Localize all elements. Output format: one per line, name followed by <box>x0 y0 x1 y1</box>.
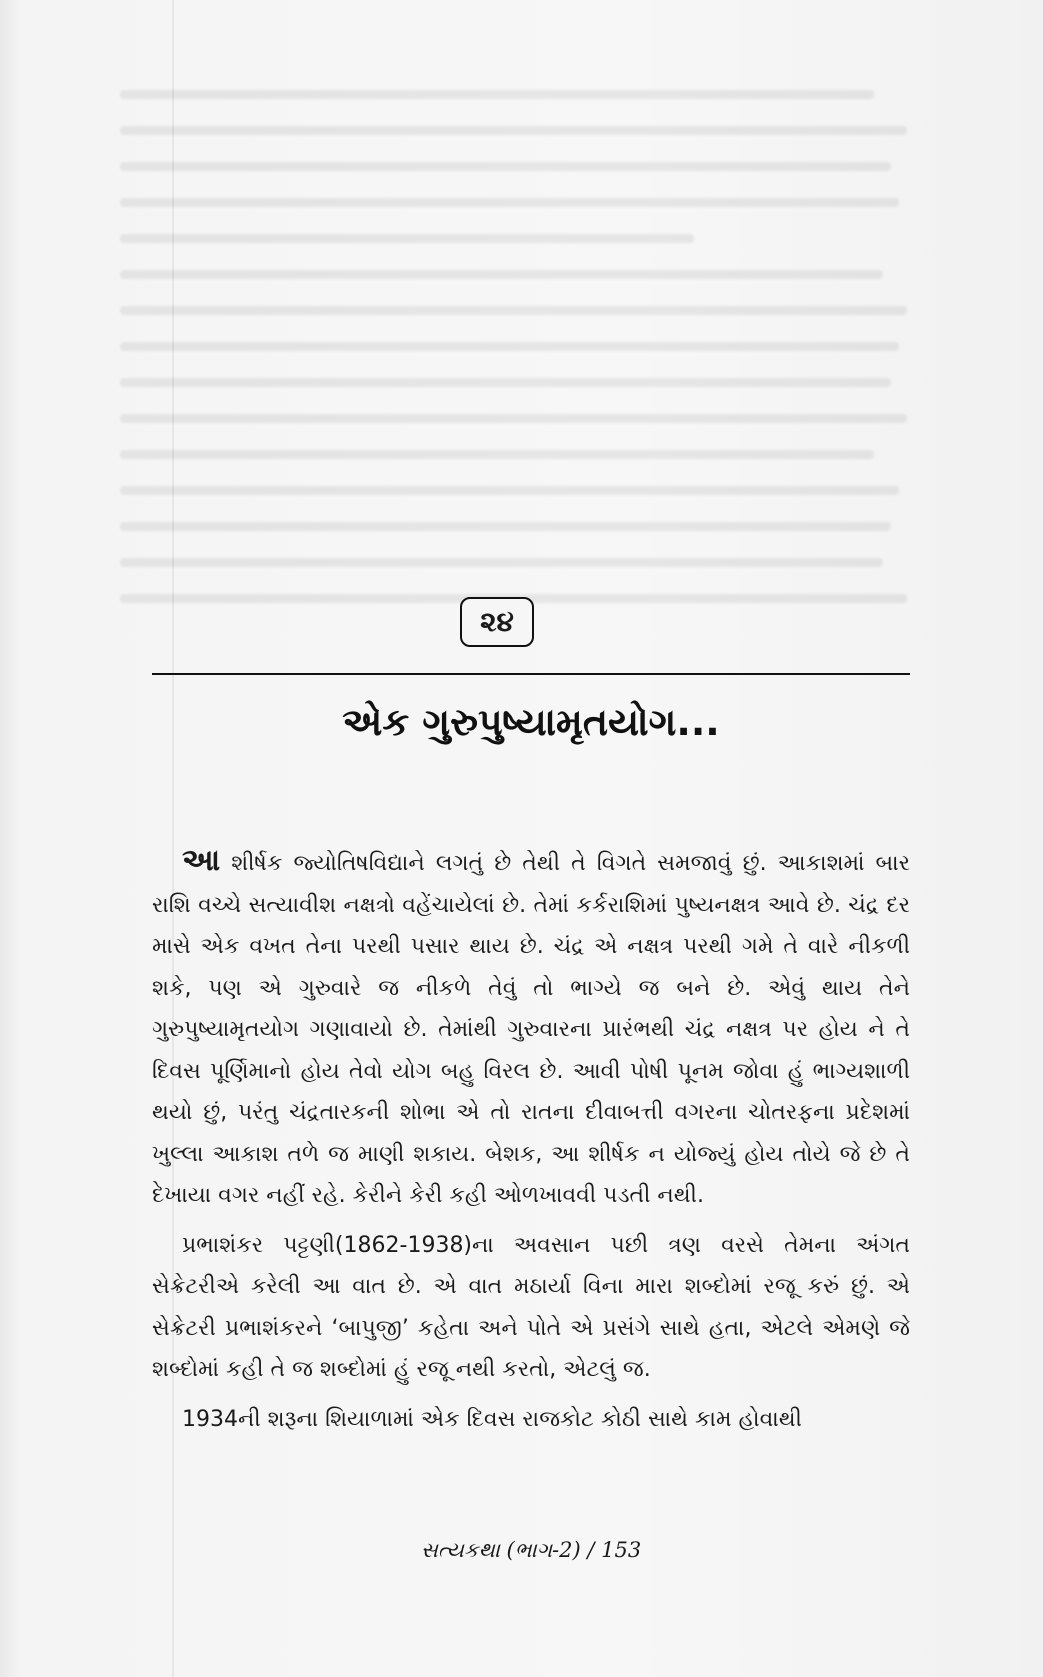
body-text <box>152 840 910 1448</box>
chapter-title: એક ગુરુપુષ્યામૃતયોગ... <box>342 700 720 744</box>
paragraph <box>152 840 910 1217</box>
page-footer: સત્યકથા (ભાગ-2) / 153 <box>420 1538 642 1562</box>
paragraph: 1934ની શરૂના શિયાળામાં એક દિવસ રાજકોટ કોઠી સાથે કામ હોવાથી <box>182 1406 802 1432</box>
chapter-number: ૨૪ <box>460 597 534 647</box>
paragraph-text: શીર્ષક જ્યોતિષવિદ્યાને લગતું છે તેથી તે વિગતે સમજાવું છું. આકાશમાં બાર રાશિ વચ્ચે સત્યાવીશ નક્ષત્રો વહેંચાયેલાં છે. તેમાં કર્કરાશિમાં પુષ્યનક્ષત્ર આવે છે. ચંદ્ર દર માસે એક વખત તેના પરથી પસાર થાય છે. ચંદ્ર એ નક્ષત્ર પરથી ગમે તે વારે નીકળી શકે, પણ એ ગુરુવારે જ નીકળે તેવું તો ભાગ્યે જ બને છે. એવું થાય તેને ગુરુપુષ્યામૃતયોગ ગણાવાયો છે. તેમાંથી ગુરુવારના પ્રારંભથી ચંદ્ર નક્ષત્ર પર હોય ને તે દિવસ પૂર્ણિમાનો હોય તેવો યોગ બહુ વિરલ છે. આવી પોષી પૂનમ જોવા હું ભાગ્યશાળી થયો છું, પરંતુ ચંદ્રતારકની શોભા એ તો રાતના દીવાબત્તી વગરના ચોતરફના પ્રદેશમાં ખુલ્લા આકાશ તળે જ માણી શકાય. બેશક, આ શીર્ષક ન યોજ્યું હોય તોયે જે છે તે દેખાયા વગર નહીં રહે. કેરીને કેરી કહી ઓળખાવવી પડતી નથી. <box>152 851 910 1208</box>
paragraph: પ્રભાશંકર પટ્ટણી(1862-1938)ના અવસાન પછી ત્રણ વરસે તેમના અંગત સેક્રેટરીએ કરેલી આ વાત છે. એ વાત મઠાર્યા વિના મારા શબ્દોમાં રજૂ કરું છું. એ સેક્રેટરી પ્રભાશંકરને ‘બાપુજી’ કહેતા અને પોતે એ પ્રસંગે સાથે હતા, એટલે એમણે જે શબ્દોમાં કહી તે જ શબ્દોમાં હું રજૂ નથી કરતો, એટલું જ. <box>152 1232 910 1382</box>
show-through-text <box>120 90 940 650</box>
lead-word: આ <box>182 843 221 878</box>
title-divider <box>152 673 910 675</box>
